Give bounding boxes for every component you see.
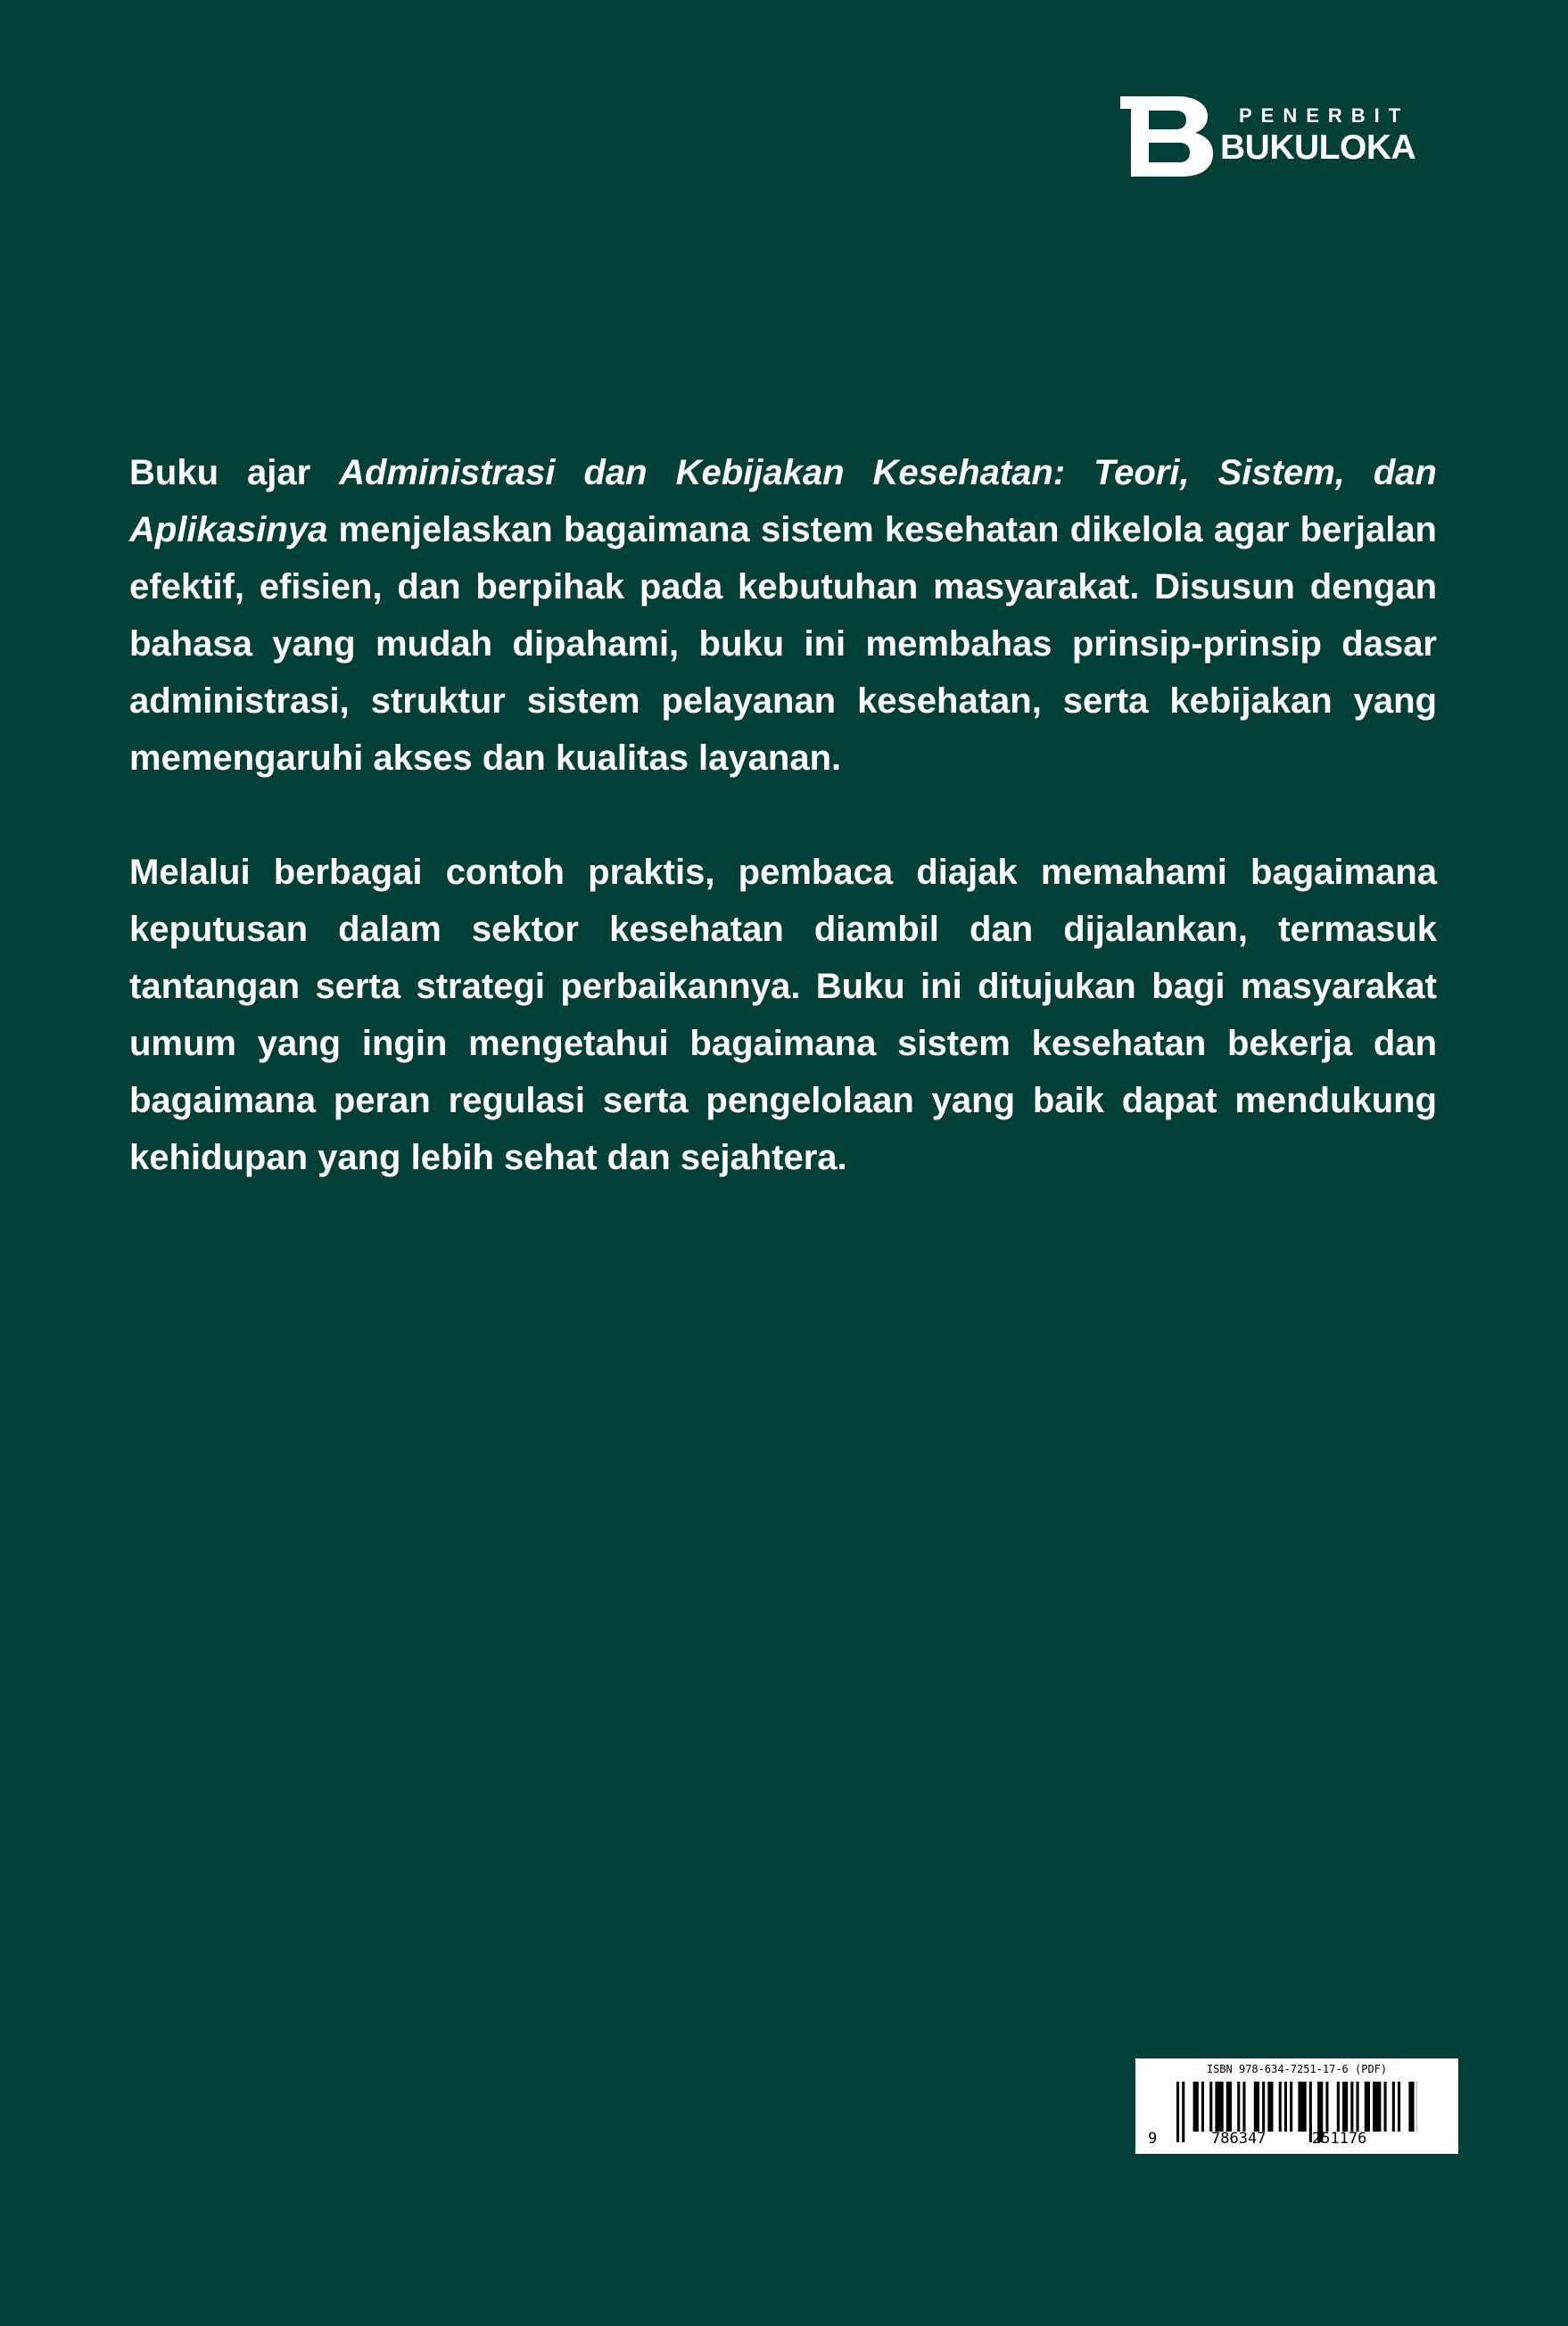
barcode-bar bbox=[1408, 2082, 1414, 2132]
barcode-bar bbox=[1262, 2082, 1265, 2132]
barcode-bar bbox=[1193, 2082, 1199, 2132]
isbn-label: ISBN 978-634-7251-17-6 (PDF) bbox=[1206, 2063, 1388, 2075]
barcode-bar bbox=[1215, 2082, 1223, 2132]
barcode-bar bbox=[1254, 2082, 1259, 2132]
barcode-bar bbox=[1237, 2082, 1240, 2132]
barcode-bar bbox=[1182, 2082, 1184, 2142]
barcode-digits-right: 251176 bbox=[1312, 2130, 1367, 2148]
logo-b-mark bbox=[1120, 96, 1213, 177]
barcode-bar bbox=[1176, 2082, 1179, 2142]
barcode-bar bbox=[1373, 2082, 1381, 2132]
publisher-logo bbox=[1120, 96, 1441, 177]
barcode-bar bbox=[1365, 2082, 1370, 2132]
barcode-bar bbox=[1267, 2082, 1273, 2132]
book-blurb bbox=[129, 444, 1437, 1186]
barcode-digit-first: 9 bbox=[1148, 2130, 1158, 2148]
logo-penerbit-label: PENERBIT bbox=[1239, 104, 1410, 127]
barcode-bar bbox=[1298, 2082, 1306, 2132]
barcode-bar bbox=[1392, 2082, 1395, 2132]
barcode-bar bbox=[1337, 2082, 1340, 2132]
barcode-bar bbox=[1226, 2082, 1232, 2132]
barcode-digits-left: 786347 bbox=[1211, 2130, 1267, 2148]
barcode-bar bbox=[1325, 2082, 1328, 2132]
book-title: Administrasi dan Kebijakan Kesehatan: Teori, Sistem, dan Aplikasinya bbox=[129, 453, 1437, 549]
blurb-lead: Buku ajar bbox=[129, 453, 340, 492]
blurb-paragraph-2: Melalui berbagai contoh praktis, pembaca diajak memahami bagaimana keputusan dalam sektor kesehatan diambil dan dijalankan, termasuk tantangan serta strategi perbaikannya. Buku ini ditujukan bagi masyarakat umum yang ingin mengetahui bagaimana sistem kesehatan bekerja dan bagaimana peran regulasi serta pengelolaan yang baik dapat mendukung kehidupan yang lebih sehat dan sejahtera. bbox=[129, 853, 1437, 1177]
barcode-bar bbox=[1242, 2082, 1245, 2132]
barcode-bar bbox=[1290, 2082, 1292, 2132]
barcode-bar bbox=[1279, 2082, 1282, 2132]
barcode-bar bbox=[1209, 2082, 1212, 2132]
blurb-description: menjelaskan bagaimana sistem kesehatan dikelola agar berjalan efektif, efisien, dan berpihak pada kebutuhan masyarakat. Disusun dengan bahasa yang mudah dipahami, buku ini membahas prinsip-prinsip dasar administrasi, struktur sistem pelayanan kesehatan, serta kebijakan yang memengaruhi akses dan kualitas layanan. bbox=[129, 510, 1437, 778]
barcode-bar bbox=[1398, 2082, 1400, 2132]
barcode-bar bbox=[1384, 2082, 1387, 2132]
barcode-bar bbox=[1350, 2082, 1353, 2132]
blurb-paragraph-1 bbox=[129, 444, 1437, 787]
barcode-bar bbox=[1284, 2082, 1287, 2132]
logo-bukuloka-label: BUKULOKA bbox=[1220, 128, 1416, 167]
barcode-bar bbox=[1357, 2082, 1359, 2132]
barcode-bar bbox=[1342, 2082, 1348, 2132]
barcode-bar bbox=[1201, 2082, 1204, 2132]
isbn-barcode bbox=[1135, 2058, 1458, 2154]
